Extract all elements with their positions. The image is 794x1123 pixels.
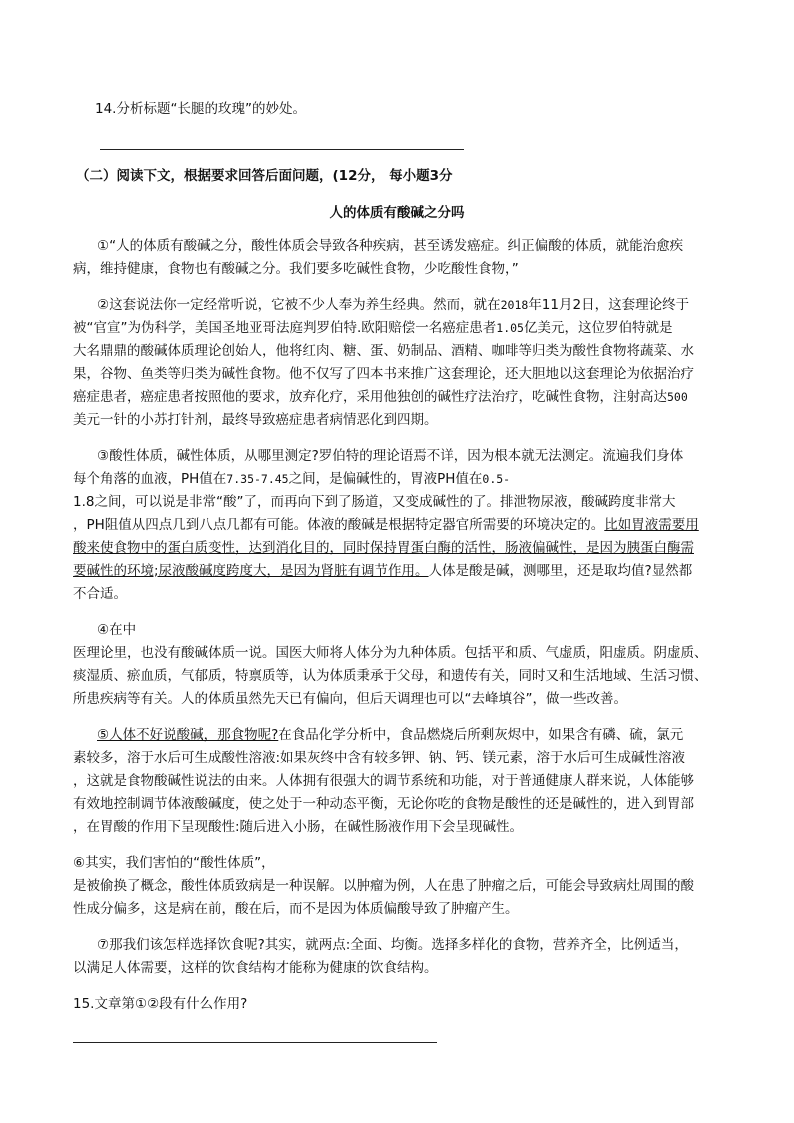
- paragraph-3-line-7: 不合适。: [73, 586, 127, 602]
- paragraph-4-line-3: 痰湿质、瘀血质，气郁质，特禀质等，认为体质秉承于父母，和遗传有关，同时又和生活地域、生活习惯、: [73, 668, 708, 684]
- paragraph-4-line-4: 所患疾病等有关。人的体质虽然先天已有偏向，但后天调理也可以“去峰填谷”，做一些改善。: [73, 691, 627, 707]
- paragraph-2-line-5: 癌症患者，癌症患者按照他的要求，放弃化疗，采用他独创的碱性疗法治疗，吃碱性食物，注射高达500: [73, 389, 688, 405]
- paragraph-2-line-2: 被“官宣”为伪科学，美国圣地亚哥法庭判罗伯特.欧阳赔偿一名癌症患者1.05亿美元，这位罗伯特就是: [73, 320, 673, 336]
- paragraph-6-line-1: ⑥其实，我们害怕的“酸性体质”，: [73, 855, 275, 871]
- paragraph-3-line-5: 酸来使食物中的蛋白质变性，达到消化目的，同时保持胃蛋白酶的活性，肠液偏碱性，是因为胰蛋白酶需: [73, 540, 694, 556]
- answer-line-14: [100, 149, 464, 150]
- paragraph-5-line-1: ⑤人体不好说酸碱，那食物呢?在食品化学分析中，食品燃烧后所剩灰烬中，如果含有磷、硫，氯元: [97, 727, 684, 743]
- paragraph-4-line-1: ④在中: [97, 622, 137, 638]
- question-14: 14.分析标题“长腿的玫瑰”的妙处。: [95, 101, 306, 117]
- paragraph-5-line-3: ，这就是食物酸碱性说法的由来。人体拥有很强大的调节系统和功能，对于普通健康人群来说，人体能够: [73, 773, 694, 789]
- question-15: 15.文章第①②段有什么作用?: [73, 996, 248, 1012]
- paragraph-3-line-4: ，PH阻值从四点几到八点几都有可能。体液的酸碱是根据特定器官所需要的环境决定的。比如胃液需要用: [73, 517, 699, 533]
- section-heading: （二）阅读下文，根据要求回答后面问题，(12分， 每小题3分: [76, 168, 453, 184]
- underlined-question: ⑤人体不好说酸碱，那食物呢?: [97, 727, 279, 743]
- paragraph-7-line-1: ⑦那我们该怎样选择饮食呢?其实，就两点:全面、均衡。选择多样化的食物，营养齐全，比例适当，: [97, 937, 688, 953]
- paragraph-5-line-2: 素较多，溶于水后可生成酸性溶液:如果灰终中含有较多钾、钠、钙、镁元素，溶于水后可生成碱性溶液: [73, 750, 686, 766]
- paragraph-2-line-4: 果，谷物、鱼类等归类为碱性食物。他不仅写了四本书来推广这套理论，还大胆地以这套理论为依据治疗: [73, 366, 694, 382]
- paragraph-3-line-3: 1.8之间，可以说是非常“酸”了，而再向下到了肠道，又变成碱性的了。排泄物尿液，酸碱跨度非常大: [73, 494, 676, 510]
- paragraph-7-line-2: 以满足人体需要，这样的饮食结构才能称为健康的饮食结构。: [73, 960, 438, 976]
- paragraph-1-line-1: ①“人的体质有酸碱之分，酸性体质会导致各种疾病，甚至诱发癌症。纠正偏酸的体质，就能治愈疾: [97, 238, 684, 254]
- paragraph-2-line-3: 大名鼎鼎的酸碱体质理论创始人，他将红肉、糖、蛋、奶制品、酒精、咖啡等归类为酸性食物将蔬菜、水: [73, 343, 694, 359]
- article-title: 人的体质有酸碱之分吗: [329, 205, 465, 221]
- paragraph-3-line-6: 要碱性的环境;尿液酸碱度跨度大，是因为肾脏有调节作用。人体是酸是碱，测哪里，还是取均值?显然都: [73, 563, 693, 579]
- paragraph-1-line-2: 病，维持健康，食物也有酸碱之分。我们要多吃碱性食物，少吃酸性食物，”: [73, 261, 519, 277]
- paragraph-2-line-6: 美元一针的小苏打针剂，最终导致癌症患者病情恶化到四期。: [73, 412, 438, 428]
- paragraph-4-line-2: 医理论里，也没有酸碱体质一说。国医大师将人体分为九种体质。包括平和质、气虚质，阳虚质。阴虚质、: [73, 645, 708, 661]
- paragraph-3-line-1: ③酸性体质，碱性体质，从哪里测定?罗伯特的理论语焉不详，因为根本就无法测定。流遍我们身体: [97, 448, 684, 464]
- paragraph-5-line-4: 有效地控制调节体液酸碱度，使之处于一种动态平衡，无论你吃的食物是酸性的还是碱性的，进入到胃部: [73, 796, 694, 812]
- answer-line-15: [73, 1042, 437, 1043]
- paragraph-6-line-2: 是被偷换了概念，酸性体质致病是一种误解。以肿瘤为例，人在患了肿瘤之后，可能会导致病灶周围的酸: [73, 878, 694, 894]
- underlined-sentence: 比如胃液需要用: [604, 517, 699, 533]
- paragraph-6-line-3: 性成分偏多，这是病在前，酸在后，而不是因为体质偏酸导致了肿瘤产生。: [73, 901, 519, 917]
- paragraph-5-line-5: ，在胃酸的作用下呈现酸性:随后进入小肠，在碱性肠液作用下会呈现碱性。: [73, 819, 524, 835]
- paragraph-3-line-2: 每个角落的血液，PH值在7.35-7.45之间，是偏碱性的，胃液PH值在0.5-: [73, 471, 511, 487]
- paragraph-2-line-1: ②这套说法你一定经常听说，它被不少人奉为养生经典。然而，就在2018年11月2日，这套理论终于: [97, 297, 690, 313]
